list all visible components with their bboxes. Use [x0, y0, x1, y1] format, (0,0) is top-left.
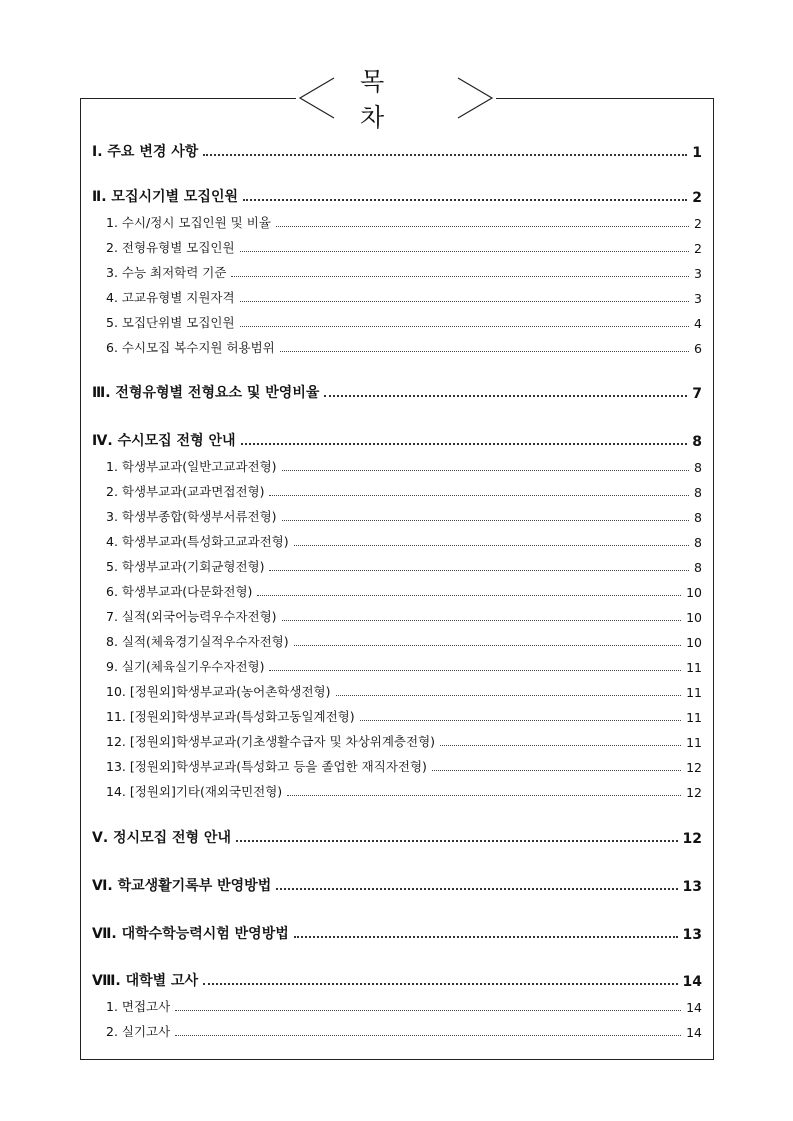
dot-leader [240, 301, 689, 302]
dot-leader [276, 888, 677, 890]
toc-page-number: 4 [694, 316, 702, 331]
toc-section-7[interactable] [92, 921, 702, 943]
toc-item-4-6[interactable] [92, 578, 702, 600]
toc-item-2-6[interactable] [92, 334, 702, 356]
dot-leader [282, 620, 682, 621]
toc-page-number: 10 [686, 610, 702, 625]
toc-label: Ⅱ. 모집시기별 모집인원 [92, 189, 239, 205]
toc-page-number: 13 [682, 927, 702, 943]
toc-item-4-12[interactable] [92, 728, 702, 750]
toc-item-8-1[interactable] [92, 993, 702, 1015]
toc-page-number: 14 [686, 1000, 702, 1015]
toc-page-number: 2 [692, 190, 702, 206]
toc-section-1[interactable] [92, 139, 702, 161]
toc-item-2-2[interactable] [92, 234, 702, 256]
toc-label: Ⅶ. 대학수학능력시험 반영방법 [92, 926, 289, 942]
toc-section-8[interactable] [92, 968, 702, 990]
toc-item-4-14[interactable] [92, 778, 702, 800]
toc-label: 13. [정원외]학생부교과(특성화고 등을 졸업한 재직자전형) [106, 759, 427, 774]
toc-label: 1. 수시/정시 모집인원 및 비율 [106, 215, 271, 230]
toc-label: 2. 학생부교과(교과면접전형) [106, 484, 265, 499]
toc-page-number: 10 [686, 585, 702, 600]
dot-leader [175, 1010, 681, 1011]
dot-leader [231, 276, 689, 277]
toc-item-4-9[interactable] [92, 653, 702, 675]
toc-page-number: 11 [686, 710, 702, 725]
toc-label: 7. 실적(외국어능력우수자전형) [106, 609, 277, 624]
dot-leader [203, 154, 687, 156]
toc-item-8-2[interactable] [92, 1018, 702, 1040]
toc-page-number: 11 [686, 685, 702, 700]
toc-label: 5. 학생부교과(기회균형전형) [106, 559, 265, 574]
toc-item-2-1[interactable] [92, 209, 702, 231]
toc-item-4-2[interactable] [92, 478, 702, 500]
toc-item-2-3[interactable] [92, 259, 702, 281]
toc-page-number: 12 [686, 760, 702, 775]
toc-item-4-4[interactable] [92, 528, 702, 550]
toc-label: 3. 수능 최저학력 기준 [106, 265, 227, 280]
toc-label: 4. 고교유형별 지원자격 [106, 290, 235, 305]
toc-label: Ⅷ. 대학별 고사 [92, 973, 199, 989]
dot-leader [280, 351, 689, 352]
toc-section-3[interactable] [92, 380, 702, 402]
toc-page-number: 8 [694, 510, 702, 525]
toc-label: 2. 실기고사 [106, 1024, 171, 1039]
dot-leader [203, 983, 677, 985]
dot-leader [336, 695, 682, 696]
toc-label: 10. [정원외]학생부교과(농어촌학생전형) [106, 684, 331, 699]
toc-page-number: 10 [686, 635, 702, 650]
toc-page-number: 8 [692, 434, 702, 450]
toc-label: 2. 전형유형별 모집인원 [106, 240, 235, 255]
toc-item-4-5[interactable] [92, 553, 702, 575]
toc-item-2-5[interactable] [92, 309, 702, 331]
toc-label: Ⅴ. 정시모집 전형 안내 [92, 830, 231, 846]
toc-item-4-8[interactable] [92, 628, 702, 650]
toc-page-number: 13 [682, 879, 702, 895]
toc-page-number: 12 [686, 785, 702, 800]
dot-leader [241, 443, 688, 445]
toc-label: 4. 학생부교과(특성화고교과전형) [106, 534, 289, 549]
dot-leader [240, 251, 689, 252]
toc-label: 6. 수시모집 복수지원 허용범위 [106, 340, 275, 355]
dot-leader [324, 395, 687, 397]
toc-label: Ⅲ. 전형유형별 전형요소 및 반영비율 [92, 385, 320, 401]
toc-item-4-13[interactable] [92, 753, 702, 775]
toc-item-4-7[interactable] [92, 603, 702, 625]
dot-leader [269, 570, 689, 571]
page-title: 목 차 [360, 67, 419, 132]
toc-label: 1. 학생부교과(일반고교과전형) [106, 459, 277, 474]
toc-label: 3. 학생부종합(학생부서류전형) [106, 509, 277, 524]
toc-label: 5. 모집단위별 모집인원 [106, 315, 235, 330]
toc-section-5[interactable] [92, 825, 702, 847]
toc-page-number: 12 [682, 831, 702, 847]
toc-page-number: 11 [686, 660, 702, 675]
toc-label: Ⅵ. 학교생활기록부 반영방법 [92, 878, 272, 894]
toc-section-6[interactable] [92, 873, 702, 895]
toc-page-number: 8 [694, 485, 702, 500]
dot-leader [269, 495, 689, 496]
dot-leader [282, 520, 689, 521]
toc-page-number: 8 [694, 560, 702, 575]
dot-leader [175, 1035, 681, 1036]
toc-page-number: 14 [686, 1025, 702, 1040]
dot-leader [257, 595, 681, 596]
toc-page-number: 2 [694, 216, 702, 231]
toc-item-4-11[interactable] [92, 703, 702, 725]
dot-leader [240, 326, 689, 327]
toc-item-4-3[interactable] [92, 503, 702, 525]
toc-label: 9. 실기(체육실기우수자전형) [106, 659, 265, 674]
toc-page-number: 8 [694, 460, 702, 475]
dot-leader [440, 745, 681, 746]
toc-label: Ⅳ. 수시모집 전형 안내 [92, 433, 236, 449]
toc-label: 1. 면접고사 [106, 999, 171, 1014]
dot-leader [276, 226, 689, 227]
dot-leader [287, 795, 681, 796]
dot-leader [294, 545, 689, 546]
dot-leader [236, 840, 678, 842]
toc-item-4-1[interactable] [92, 453, 702, 475]
toc-page-number: 14 [682, 974, 702, 990]
toc-section-4[interactable] [92, 428, 702, 450]
toc-page-number: 7 [692, 386, 702, 402]
toc-section-2[interactable] [92, 184, 702, 206]
dot-leader [432, 770, 681, 771]
dot-leader [294, 645, 681, 646]
dot-leader [243, 199, 687, 201]
toc-page-number: 3 [694, 291, 702, 306]
toc-item-2-4[interactable] [92, 284, 702, 306]
toc-page-number: 6 [694, 341, 702, 356]
toc-item-4-10[interactable] [92, 678, 702, 700]
dot-leader [294, 936, 678, 938]
toc-page-number: 3 [694, 266, 702, 281]
dot-leader [269, 670, 681, 671]
toc-page-number: 2 [694, 241, 702, 256]
dot-leader [282, 470, 689, 471]
toc-label: 11. [정원외]학생부교과(특성화고동일계전형) [106, 709, 355, 724]
toc-page-number: 11 [686, 735, 702, 750]
toc-label: 14. [정원외]기타(재외국민전형) [106, 784, 283, 799]
toc-label: 12. [정원외]학생부교과(기초생활수급자 및 차상위계층전형) [106, 734, 436, 749]
toc-page-number: 8 [694, 535, 702, 550]
dot-leader [360, 720, 681, 721]
toc-label: Ⅰ. 주요 변경 사항 [92, 144, 199, 160]
toc-label: 6. 학생부교과(다문화전형) [106, 584, 253, 599]
toc-page-number: 1 [692, 145, 702, 161]
toc-label: 8. 실적(체육경기실적우수자전형) [106, 634, 289, 649]
